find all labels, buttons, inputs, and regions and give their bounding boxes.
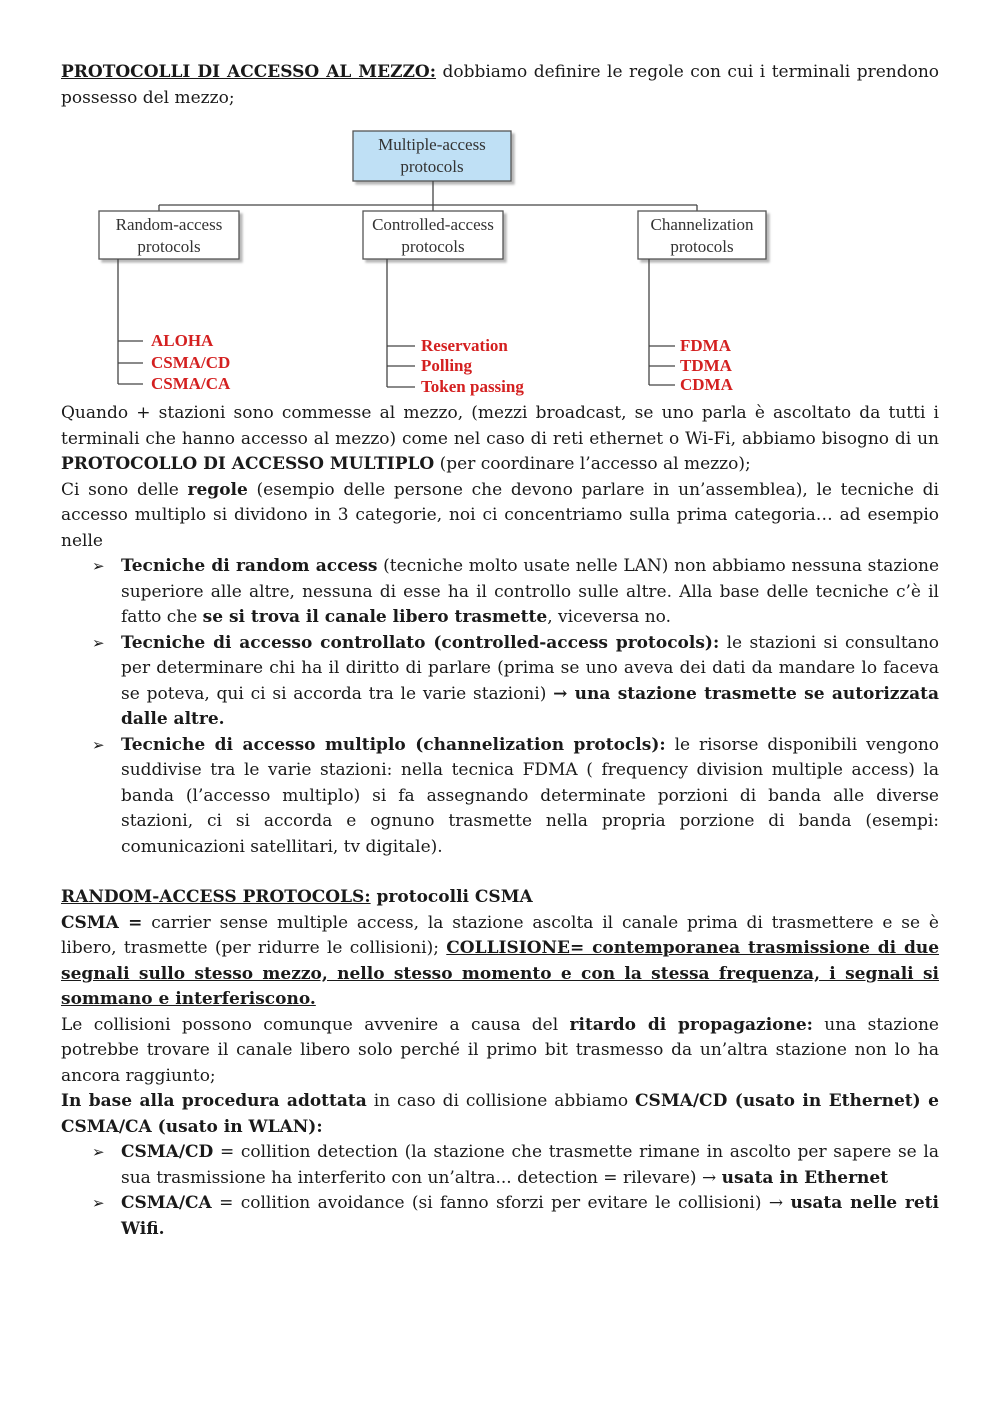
arrow-bullet-icon: ➢ (92, 633, 105, 652)
spacer (61, 860, 939, 885)
list-item: ➢ Tecniche di random access (tecniche molto usate nelle LAN) non abbiamo nessuna stazione superiore alle altre, nessuna di esse ha il controllo sulle altre. Alla base delle tecniche c’è il fatto che se si trova il canale libero trasmette, viceversa no. (92, 556, 940, 627)
list-item: ➢ Tecniche di accesso multiplo (channelization protocls): le risorse disponibili vengono suddivise tra le varie stazioni: nella tecnica FDMA ( frequency division multiple access) la banda (l’accesso multiplo) si fa assegnando determinate porzioni di banda alle diverse stazioni, ci si accorda e ognuno trasmette nella propria porzione di banda (esempi: comunicazioni satellitari, tv digitale). (92, 734, 940, 857)
paragraph-procedure: In base alla procedura adottata in caso di collisione abbiamo CSMA/CD (usato in Ethernet) e CSMA/CA (usato in WLAN): (61, 1091, 939, 1137)
paragraph-rules: Ci sono delle regole (esempio delle persone che devono parlare in un’assemblea), le tecniche di accesso multiplo si dividono in 3 categorie, noi ci concentriamo sulla prima categoria… ad esempio nelle (61, 479, 939, 551)
leaf-reservation: Reservation (421, 336, 508, 355)
techniques-list (61, 554, 939, 860)
leaf-csma-ca: CSMA/CA (151, 374, 231, 393)
paragraph-collisions: Le collisioni possono comunque avvenire a causa del ritardo di propagazione: una stazione potrebbe trovare il canale libero solo perché il primo bit trasmesso da un’altra stazione non lo ha ancora raggiunto; (61, 1014, 939, 1086)
leaf-fdma: FDMA (680, 336, 731, 355)
diagram-category-random: Random-access protocols (115, 215, 223, 256)
arrow-bullet-icon: ➢ (92, 1143, 105, 1161)
arrow-bullet-icon: ➢ (92, 1194, 105, 1212)
leaf-polling: Polling (421, 356, 473, 375)
arrow-bullet-icon: ➢ (92, 557, 105, 575)
paragraph-csma: CSMA = carrier sense multiple access, la stazione ascolta il canale prima di trasmettere e se è libero, trasmette (per ridurre le collisioni); COLLISIONE= contemporanea trasmissione di due segnali sullo stesso mezzo, nello stesso momento e con la stessa frequenza, i segnali si sommano e interferiscono. (61, 912, 940, 1009)
leaf-cdma: CDMA (680, 375, 733, 394)
csma-variants-list (61, 1140, 939, 1242)
leaf-aloha: ALOHA (151, 331, 214, 350)
diagram-root-box: Multiple-access protocols (378, 135, 486, 176)
multiple-access-diagram (61, 111, 939, 401)
leaf-tdma: TDMA (680, 356, 732, 375)
paragraph-multiple-access: Quando + stazioni sono commesse al mezzo, (mezzi broadcast, se uno parla è ascoltato da tutti i terminali che hanno accesso al mezzo) come nel caso di reti ethernet o Wi-Fi, abbiamo bisogno di un PROTOCOLLO DI ACCESSO MULTIPLO (per coordinare l’accesso al mezzo); (61, 403, 939, 474)
leaf-csma-cd: CSMA/CD (151, 353, 231, 372)
intro-heading: PROTOCOLLI DI ACCESSO AL MEZZO: (61, 62, 436, 82)
list-item: ➢ Tecniche di accesso controllato (controlled-access protocols): le stazioni si consultano per determinare chi ha il diritto di parlare (prima se uno aveva dei dati da mandare lo faceva se poteva, qui ci si accorda tra le varie stazioni) → una stazione trasmette se autorizzata dalle altre. (92, 632, 939, 729)
section-heading-random-access: RANDOM-ACCESS PROTOCOLS: protocolli CSMA (61, 887, 533, 907)
intro-paragraph: PROTOCOLLI DI ACCESSO AL MEZZO: dobbiamo definire le regole con cui i terminali prendono possesso del mezzo; (61, 62, 940, 108)
diagram-category-controlled: Controlled-access protocols (372, 215, 494, 256)
document-page (61, 60, 939, 1242)
list-item: ➢ CSMA/CD = collition detection (la stazione che trasmette rimane in ascolto per sapere se la sua trasmissione ha interferito con un’altra... detection = rilevare) → usata in Ethernet (92, 1142, 939, 1188)
diagram-category-channelization: Channelization protocols (650, 215, 754, 256)
arrow-bullet-icon: ➢ (92, 735, 105, 754)
leaf-token-passing: Token passing (421, 377, 524, 396)
list-item: ➢ CSMA/CA = collition avoidance (si fanno sforzi per evitare le collisioni) → usata nelle reti Wifi. (92, 1193, 939, 1239)
